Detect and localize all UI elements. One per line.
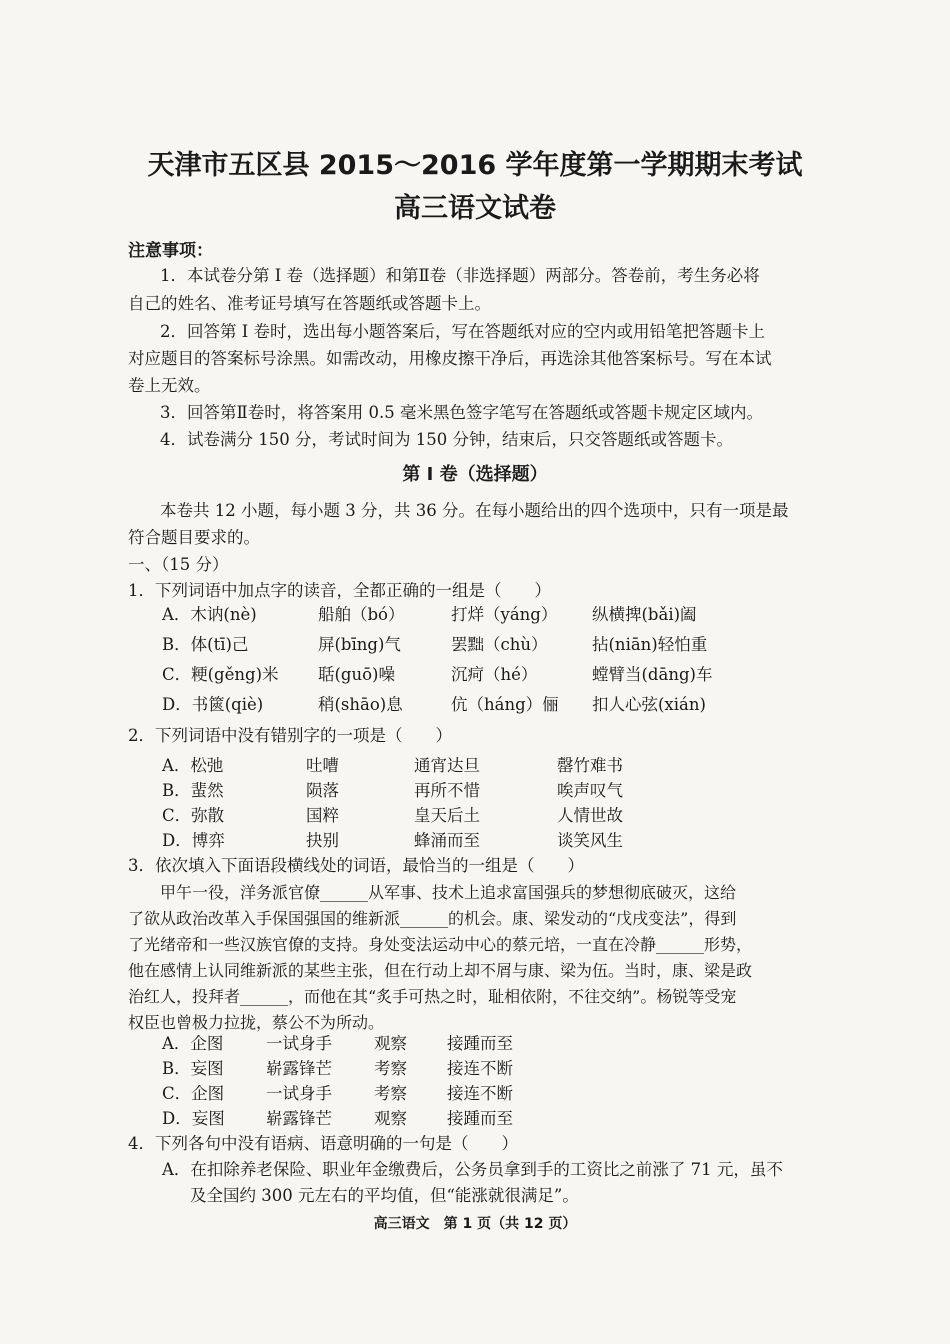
section1-label: 一、（15 分） bbox=[128, 555, 229, 574]
q1-option: 纵横捭(bǎi)阖 bbox=[592, 605, 697, 624]
q3-option: B．妄图 bbox=[162, 1059, 224, 1078]
q2-option: A．松弛 bbox=[162, 756, 224, 775]
part1-intro: 本卷共 12 小题，每小题 3 分，共 36 分。在每小题给出的四个选项中，只有一项是最 bbox=[160, 501, 789, 520]
q3-passage-line: 他在感情上认同维新派的某些主张，但在行动上却不屑与康、梁为伍。当时，康、梁是政 bbox=[128, 961, 753, 980]
q3-option: 一试身手 bbox=[266, 1084, 332, 1103]
q2-option: 罄竹难书 bbox=[557, 756, 623, 775]
q3-passage-line: 权臣也曾极力拉拢，蔡公不为所动。 bbox=[128, 1013, 385, 1032]
q2-option: 通宵达旦 bbox=[414, 756, 480, 775]
q3-option: D．妄图 bbox=[162, 1109, 225, 1128]
q4-option-a: 及全国约 300 元左右的平均值，但“能涨就很满足”。 bbox=[190, 1186, 579, 1205]
q3-option: 观察 bbox=[374, 1109, 407, 1128]
q2-option: 再所不惜 bbox=[414, 781, 480, 800]
q3-option: 接连不断 bbox=[447, 1084, 513, 1103]
q1-stem: 1．下列词语中加点字的读音，全都正确的一组是（ ） bbox=[128, 581, 551, 600]
q2-option: D．博弈 bbox=[162, 831, 225, 850]
q4-stem: 4．下列各句中没有语病、语意明确的一句是（ ） bbox=[128, 1134, 518, 1153]
q1-option: C．粳(gěng)米 bbox=[162, 665, 279, 684]
exam-subtitle: 高三语文试卷 bbox=[394, 193, 556, 224]
q2-option: B．蜚然 bbox=[162, 781, 224, 800]
q1-option: 伉（háng）俪 bbox=[451, 695, 559, 714]
q3-option: 崭露锋芒 bbox=[266, 1109, 332, 1128]
notice-line: 对应题目的答案标号涂黑。如需改动，用橡皮擦干净后，再选涂其他答案标号。写在本试 bbox=[128, 349, 772, 368]
q3-option: 考察 bbox=[374, 1084, 407, 1103]
q3-stem: 3．依次填入下面语段横线处的词语，最恰当的一组是（ ） bbox=[128, 856, 584, 875]
q3-option: 接连不断 bbox=[447, 1059, 513, 1078]
q2-option: 人情世故 bbox=[557, 806, 623, 825]
q1-option: 打烊（yáng） bbox=[451, 605, 558, 624]
q2-option: 唉声叹气 bbox=[557, 781, 623, 800]
notice-line: 4．试卷满分 150 分，考试时间为 150 分钟，结束后，只交答题纸或答题卡。 bbox=[160, 430, 733, 449]
notice-line: 2．回答第 I 卷时，选出每小题答案后，写在答题纸对应的空内或用铅笔把答题卡上 bbox=[160, 322, 766, 341]
part1-heading: 第 I 卷（选择题） bbox=[402, 464, 548, 485]
q2-option: 抉别 bbox=[306, 831, 339, 850]
q3-passage-line: 了欲从政治改革入手保国强国的维新派______的机会。康、梁发动的“戊戌变法”，得到 bbox=[128, 909, 737, 928]
q3-option: 一试身手 bbox=[266, 1034, 332, 1053]
q2-stem: 2．下列词语中没有错别字的一项是（ ） bbox=[128, 726, 452, 745]
part1-intro: 符合题目要求的。 bbox=[128, 528, 260, 547]
notice-line: 自己的姓名、准考证号填写在答题纸或答题卡上。 bbox=[128, 294, 491, 313]
page-footer: 高三语文 第 1 页（共 12 页） bbox=[373, 1216, 577, 1232]
q1-option: 聒(guō)噪 bbox=[318, 665, 395, 684]
q2-option: 吐嘈 bbox=[306, 756, 339, 775]
q3-option: A．企图 bbox=[162, 1034, 224, 1053]
q1-option: D．书篋(qiè) bbox=[162, 695, 264, 714]
q3-option: 崭露锋芒 bbox=[266, 1059, 332, 1078]
q2-option: 国粹 bbox=[306, 806, 339, 825]
q2-option: 谈笑风生 bbox=[557, 831, 623, 850]
q3-option: C．企图 bbox=[162, 1084, 225, 1103]
q2-option: 皇天后土 bbox=[414, 806, 480, 825]
q1-option: B．体(tī)己 bbox=[162, 635, 249, 654]
q3-option: 观察 bbox=[374, 1034, 407, 1053]
q3-passage-line: 治红人，投拜者______，而他在其“炙手可热之时，耻相依附，不往交纳”。杨锐等受宠 bbox=[128, 987, 737, 1006]
q1-option: 罢黜（chù） bbox=[451, 635, 548, 654]
q1-option: 扣人心弦(xián) bbox=[592, 695, 706, 714]
q3-passage-line: 甲午一役，洋务派官僚______从军事、技术上追求富国强兵的梦想彻底破灭，这给 bbox=[160, 883, 737, 902]
q1-option: 拈(niān)轻怕重 bbox=[592, 635, 708, 654]
q1-option: 沉疴（hé） bbox=[451, 665, 538, 684]
q3-passage-line: 了光绪帝和一些汉族官僚的支持。身处变法运动中心的蔡元培，一直在冷静______形势， bbox=[128, 935, 753, 954]
q3-option: 考察 bbox=[374, 1059, 407, 1078]
q1-option: 屏(bīng)气 bbox=[318, 635, 401, 654]
exam-title: 天津市五区县 2015～2016 学年度第一学期期末考试 bbox=[147, 150, 803, 181]
q3-option: 接踵而至 bbox=[447, 1034, 513, 1053]
q4-option-a: A．在扣除养老保险、职业年金缴费后，公务员拿到手的工资比之前涨了 71 元，虽不 bbox=[162, 1160, 783, 1179]
notice-heading: 注意事项： bbox=[128, 241, 213, 261]
q1-option: 螳臂当(dāng)车 bbox=[592, 665, 713, 684]
q1-option: 船舶（bó） bbox=[318, 605, 405, 624]
q1-option: A．木讷(nè) bbox=[162, 605, 257, 624]
q1-option: 稍(shāo)息 bbox=[318, 695, 403, 714]
notice-line: 3．回答第Ⅱ卷时，将答案用 0.5 毫米黑色签字笔写在答题纸或答题卡规定区域内。 bbox=[160, 403, 763, 422]
q2-option: 蜂涌而至 bbox=[414, 831, 480, 850]
q2-option: C．弥散 bbox=[162, 806, 225, 825]
notice-line: 卷上无效。 bbox=[128, 376, 211, 395]
q3-option: 接踵而至 bbox=[447, 1109, 513, 1128]
q2-option: 陨落 bbox=[306, 781, 339, 800]
notice-line: 1．本试卷分第 I 卷（选择题）和第Ⅱ卷（非选择题）两部分。答卷前，考生务必将 bbox=[160, 266, 760, 285]
